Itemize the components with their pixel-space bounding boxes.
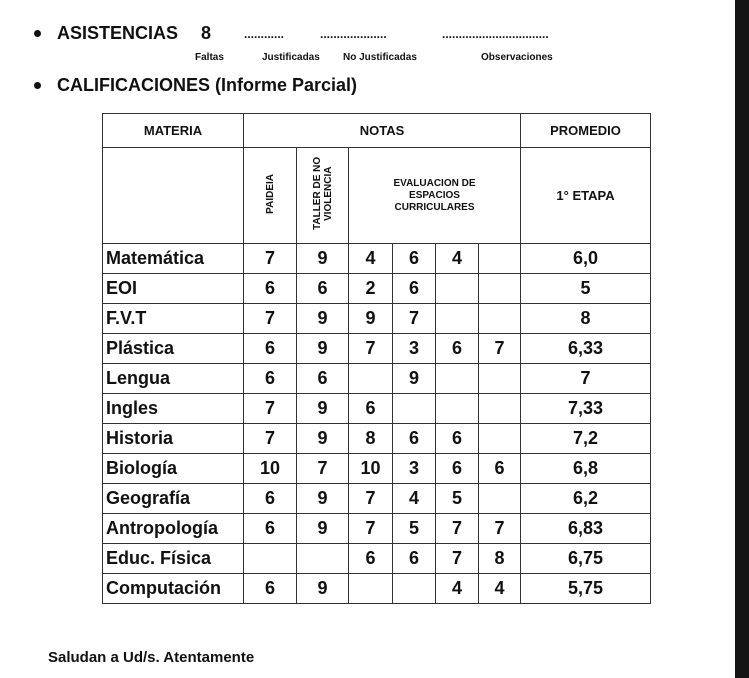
grade-cell: 6 — [393, 424, 436, 454]
grade-cell: 5 — [436, 484, 479, 514]
grade-cell: 8 — [349, 424, 393, 454]
asistencias-dots-no-justificadas: .................... — [320, 27, 387, 41]
grade-cell: 7 — [393, 304, 436, 334]
grade-cell: 9 — [297, 334, 349, 364]
grade-cell — [349, 574, 393, 604]
grades-table — [102, 113, 651, 604]
grade-cell: 2 — [349, 274, 393, 304]
table-row — [103, 304, 651, 334]
grade-cell: 9 — [297, 484, 349, 514]
subheader-paideia: PAIDEIA — [264, 173, 276, 214]
grade-cell: 6 — [244, 334, 297, 364]
table-row — [103, 424, 651, 454]
subheader-taller-cell — [297, 148, 349, 244]
grade-cell — [393, 394, 436, 424]
table-row — [103, 394, 651, 424]
grade-cell: 4 — [479, 574, 521, 604]
grade-cell — [479, 364, 521, 394]
grade-cell: 7 — [349, 484, 393, 514]
header-notas: NOTAS — [244, 114, 521, 148]
grade-cell: 7 — [244, 304, 297, 334]
table-header-row — [103, 114, 651, 148]
subheader-taller: TALLER DE NO VIOLENCIA — [311, 156, 334, 231]
asistencias-value: 8 — [201, 23, 212, 43]
table-row — [103, 574, 651, 604]
grade-cell: 6 — [244, 574, 297, 604]
grade-cell: 5 — [393, 514, 436, 544]
subject-cell: Geografía — [103, 484, 244, 514]
table-row — [103, 334, 651, 364]
average-cell: 6,83 — [521, 514, 651, 544]
average-cell: 5 — [521, 274, 651, 304]
subject-cell: Computación — [103, 574, 244, 604]
grade-cell: 3 — [393, 334, 436, 364]
grade-cell: 9 — [297, 394, 349, 424]
table-row — [103, 274, 651, 304]
subject-cell: Biología — [103, 454, 244, 484]
grade-cell: 9 — [393, 364, 436, 394]
grade-cell — [479, 424, 521, 454]
subject-cell: F.V.T — [103, 304, 244, 334]
grade-cell — [297, 544, 349, 574]
grade-cell: 6 — [244, 514, 297, 544]
grade-cell: 9 — [297, 424, 349, 454]
average-cell: 6,0 — [521, 244, 651, 274]
grade-cell: 7 — [436, 514, 479, 544]
label-no-justificadas: No Justificadas — [343, 52, 417, 63]
grade-cell: 9 — [297, 244, 349, 274]
grade-cell: 9 — [297, 574, 349, 604]
label-justificadas: Justificadas — [262, 52, 320, 63]
average-cell: 6,75 — [521, 544, 651, 574]
grade-cell: 7 — [349, 514, 393, 544]
asistencias-dots-justificadas: ............ — [244, 27, 285, 41]
table-row — [103, 484, 651, 514]
grade-cell — [479, 274, 521, 304]
average-cell: 6,33 — [521, 334, 651, 364]
grade-cell — [479, 394, 521, 424]
grade-cell: 6 — [349, 544, 393, 574]
label-observaciones: Observaciones — [481, 52, 553, 63]
grade-cell: 10 — [244, 454, 297, 484]
grade-cell — [479, 484, 521, 514]
grade-cell: 6 — [436, 334, 479, 364]
grade-cell: 7 — [479, 514, 521, 544]
subheader-empty — [103, 148, 244, 244]
grade-cell: 6 — [244, 364, 297, 394]
table-subheader-row — [103, 148, 651, 244]
grade-cell — [349, 364, 393, 394]
bullet-calificaciones — [34, 82, 41, 89]
grade-cell: 9 — [297, 514, 349, 544]
table-row — [103, 544, 651, 574]
subject-cell: Plástica — [103, 334, 244, 364]
grade-cell: 7 — [297, 454, 349, 484]
average-cell: 7,2 — [521, 424, 651, 454]
page-edge — [735, 0, 749, 678]
grade-cell: 4 — [393, 484, 436, 514]
grade-cell — [436, 274, 479, 304]
grade-cell: 4 — [436, 574, 479, 604]
average-cell: 6,8 — [521, 454, 651, 484]
subject-cell: Ingles — [103, 394, 244, 424]
table-row — [103, 244, 651, 274]
grade-cell — [393, 574, 436, 604]
grade-cell: 8 — [479, 544, 521, 574]
asistencias-label: ASISTENCIAS — [57, 23, 179, 43]
calificaciones-label: CALIFICACIONES (Informe Parcial) — [57, 75, 358, 95]
subject-cell: Matemática — [103, 244, 244, 274]
bullet-asistencias — [34, 30, 41, 37]
grade-cell: 6 — [436, 454, 479, 484]
grade-cell: 9 — [297, 304, 349, 334]
average-cell: 8 — [521, 304, 651, 334]
grade-cell: 6 — [393, 244, 436, 274]
grade-cell: 7 — [244, 424, 297, 454]
grade-cell — [479, 244, 521, 274]
header-materia: MATERIA — [103, 114, 244, 148]
subheader-etapa: 1° ETAPA — [521, 148, 651, 244]
subject-cell: Historia — [103, 424, 244, 454]
grade-cell: 6 — [436, 424, 479, 454]
grade-cell — [436, 304, 479, 334]
grade-cell: 7 — [244, 244, 297, 274]
grade-cell: 6 — [297, 274, 349, 304]
grade-cell: 7 — [479, 334, 521, 364]
grade-cell: 6 — [393, 544, 436, 574]
grade-cell: 10 — [349, 454, 393, 484]
subject-cell: Educ. Física — [103, 544, 244, 574]
grade-cell: 6 — [297, 364, 349, 394]
grade-cell: 4 — [436, 244, 479, 274]
label-faltas: Faltas — [195, 52, 224, 63]
subject-cell: Antropología — [103, 514, 244, 544]
grade-cell: 7 — [244, 394, 297, 424]
grade-cell: 6 — [349, 394, 393, 424]
grade-cell: 6 — [393, 274, 436, 304]
grade-cell — [436, 394, 479, 424]
average-cell: 7 — [521, 364, 651, 394]
grade-cell: 6 — [244, 484, 297, 514]
average-cell: 7,33 — [521, 394, 651, 424]
grade-cell: 6 — [479, 454, 521, 484]
grade-cell — [479, 304, 521, 334]
table-row — [103, 454, 651, 484]
grade-cell: 3 — [393, 454, 436, 484]
grade-cell: 9 — [349, 304, 393, 334]
subject-cell: EOI — [103, 274, 244, 304]
table-row — [103, 364, 651, 394]
average-cell: 5,75 — [521, 574, 651, 604]
table-row — [103, 514, 651, 544]
grade-cell: 4 — [349, 244, 393, 274]
grade-cell: 7 — [436, 544, 479, 574]
footer-greeting: Saludan a Ud/s. Atentamente — [48, 649, 255, 666]
grade-cell — [244, 544, 297, 574]
subject-cell: Lengua — [103, 364, 244, 394]
average-cell: 6,2 — [521, 484, 651, 514]
grade-cell: 7 — [349, 334, 393, 364]
subheader-paideia-cell — [244, 148, 297, 244]
grade-cell: 6 — [244, 274, 297, 304]
header-promedio: PROMEDIO — [521, 114, 651, 148]
subheader-evaluacion: EVALUACION DE ESPACIOS CURRICULARES — [349, 148, 521, 244]
grade-cell — [436, 364, 479, 394]
asistencias-dots-observaciones: ................................ — [442, 27, 549, 41]
